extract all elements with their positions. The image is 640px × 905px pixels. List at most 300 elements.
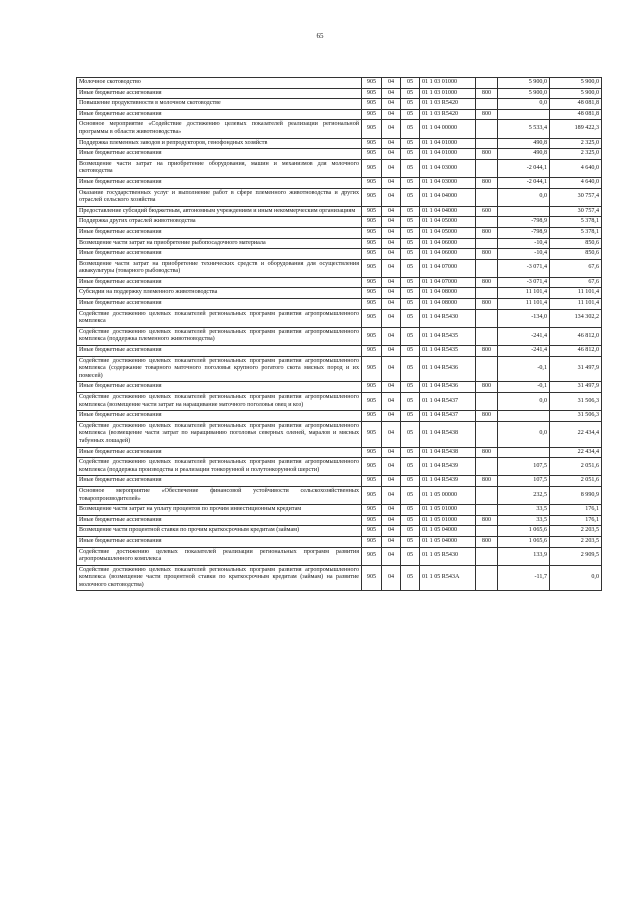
row-name-cell: Иные бюджетные ассигнования bbox=[77, 249, 362, 260]
ministry-code-cell: 905 bbox=[362, 299, 382, 310]
amount-total-cell: 4 640,0 bbox=[550, 177, 602, 188]
expense-type-cell bbox=[476, 99, 498, 110]
page-number: 65 bbox=[316, 32, 324, 40]
ministry-code-cell: 905 bbox=[362, 149, 382, 160]
target-article-cell: 01 1 04 R5435 bbox=[420, 327, 476, 345]
table-row bbox=[77, 217, 602, 228]
section-code-cell: 04 bbox=[382, 327, 401, 345]
target-article-cell: 01 1 04 04000 bbox=[420, 206, 476, 217]
target-article-cell: 01 1 05 R5430 bbox=[420, 547, 476, 565]
expense-type-cell bbox=[476, 188, 498, 206]
ministry-code-cell: 905 bbox=[362, 486, 382, 504]
target-article-cell: 01 1 05 01000 bbox=[420, 505, 476, 516]
amount-total-cell: 67,6 bbox=[550, 277, 602, 288]
ministry-code-cell: 905 bbox=[362, 88, 382, 99]
subsection-code-cell: 05 bbox=[401, 486, 420, 504]
row-name-cell: Основное мероприятие «Содействие достижению целевых показателей реализации региональной программы в области животноводства» bbox=[77, 120, 362, 138]
target-article-cell: 01 1 03 01000 bbox=[420, 88, 476, 99]
row-name-cell: Иные бюджетные ассигнования bbox=[77, 411, 362, 422]
row-name-cell: Иные бюджетные ассигнования bbox=[77, 515, 362, 526]
target-article-cell: 01 1 03 R5420 bbox=[420, 99, 476, 110]
subsection-code-cell: 05 bbox=[401, 547, 420, 565]
table-row bbox=[77, 515, 602, 526]
target-article-cell: 01 1 04 05000 bbox=[420, 217, 476, 228]
amount-change-cell: 232,5 bbox=[498, 486, 550, 504]
target-article-cell: 01 1 04 R5438 bbox=[420, 447, 476, 458]
table-row bbox=[77, 476, 602, 487]
subsection-code-cell: 05 bbox=[401, 238, 420, 249]
amount-change-cell: -0,1 bbox=[498, 382, 550, 393]
row-name-cell: Основное мероприятие «Обеспечение финансовой устойчивости сельскохозяйственных товаропроизводителей» bbox=[77, 486, 362, 504]
table-row bbox=[77, 547, 602, 565]
expense-type-cell bbox=[476, 159, 498, 177]
ministry-code-cell: 905 bbox=[362, 458, 382, 476]
amount-change-cell: -134,0 bbox=[498, 309, 550, 327]
target-article-cell: 01 1 04 01000 bbox=[420, 149, 476, 160]
amount-total-cell: 2 203,5 bbox=[550, 536, 602, 547]
section-code-cell: 04 bbox=[382, 486, 401, 504]
row-name-cell: Иные бюджетные ассигнования bbox=[77, 149, 362, 160]
amount-total-cell: 2 909,5 bbox=[550, 547, 602, 565]
amount-change-cell: -11,7 bbox=[498, 565, 550, 591]
expense-type-cell: 800 bbox=[476, 177, 498, 188]
row-name-cell: Возмещение части затрат на приобретение рыбопосадочного материала bbox=[77, 238, 362, 249]
target-article-cell: 01 1 04 R5436 bbox=[420, 382, 476, 393]
amount-change-cell bbox=[498, 411, 550, 422]
subsection-code-cell: 05 bbox=[401, 217, 420, 228]
section-code-cell: 04 bbox=[382, 120, 401, 138]
subsection-code-cell: 05 bbox=[401, 356, 420, 382]
ministry-code-cell: 905 bbox=[362, 309, 382, 327]
amount-total-cell: 8 990,9 bbox=[550, 486, 602, 504]
row-name-cell: Предоставление субсидий бюджетным, автономным учреждениям и иным некоммерческим организациям bbox=[77, 206, 362, 217]
amount-total-cell: 2 203,5 bbox=[550, 526, 602, 537]
subsection-code-cell: 05 bbox=[401, 458, 420, 476]
target-article-cell: 01 1 04 00000 bbox=[420, 120, 476, 138]
row-name-cell: Иные бюджетные ассигнования bbox=[77, 277, 362, 288]
section-code-cell: 04 bbox=[382, 476, 401, 487]
table-row bbox=[77, 109, 602, 120]
amount-change-cell: 11 101,4 bbox=[498, 288, 550, 299]
expense-type-cell bbox=[476, 356, 498, 382]
ministry-code-cell: 905 bbox=[362, 288, 382, 299]
amount-change-cell: 33,5 bbox=[498, 515, 550, 526]
amount-total-cell: 850,6 bbox=[550, 249, 602, 260]
target-article-cell: 01 1 05 04000 bbox=[420, 526, 476, 537]
subsection-code-cell: 05 bbox=[401, 536, 420, 547]
section-code-cell: 04 bbox=[382, 536, 401, 547]
ministry-code-cell: 905 bbox=[362, 505, 382, 516]
expense-type-cell: 800 bbox=[476, 447, 498, 458]
section-code-cell: 04 bbox=[382, 458, 401, 476]
section-code-cell: 04 bbox=[382, 277, 401, 288]
amount-total-cell: 22 434,4 bbox=[550, 447, 602, 458]
expense-type-cell: 800 bbox=[476, 88, 498, 99]
amount-total-cell: 5 378,1 bbox=[550, 227, 602, 238]
ministry-code-cell: 905 bbox=[362, 177, 382, 188]
amount-total-cell: 5 900,0 bbox=[550, 78, 602, 89]
expense-type-cell: 800 bbox=[476, 382, 498, 393]
amount-change-cell: -0,1 bbox=[498, 356, 550, 382]
expense-type-cell bbox=[476, 505, 498, 516]
row-name-cell: Поддержка племенных заводов и репродукторов, генофондных хозяйств bbox=[77, 138, 362, 149]
expense-type-cell bbox=[476, 327, 498, 345]
amount-change-cell: 1 065,6 bbox=[498, 536, 550, 547]
table-row bbox=[77, 411, 602, 422]
subsection-code-cell: 05 bbox=[401, 346, 420, 357]
section-code-cell: 04 bbox=[382, 356, 401, 382]
amount-change-cell: 5 900,0 bbox=[498, 78, 550, 89]
section-code-cell: 04 bbox=[382, 515, 401, 526]
expense-type-cell: 800 bbox=[476, 109, 498, 120]
expense-type-cell: 800 bbox=[476, 476, 498, 487]
target-article-cell: 01 1 04 R5437 bbox=[420, 411, 476, 422]
amount-change-cell: -10,4 bbox=[498, 238, 550, 249]
target-article-cell: 01 1 03 01000 bbox=[420, 78, 476, 89]
ministry-code-cell: 905 bbox=[362, 78, 382, 89]
amount-total-cell: 2 051,6 bbox=[550, 476, 602, 487]
ministry-code-cell: 905 bbox=[362, 515, 382, 526]
ministry-code-cell: 905 bbox=[362, 565, 382, 591]
table-row bbox=[77, 277, 602, 288]
amount-total-cell: 31 506,3 bbox=[550, 393, 602, 411]
ministry-code-cell: 905 bbox=[362, 249, 382, 260]
amount-total-cell: 11 101,4 bbox=[550, 288, 602, 299]
subsection-code-cell: 05 bbox=[401, 88, 420, 99]
amount-change-cell: 490,8 bbox=[498, 149, 550, 160]
expense-type-cell: 800 bbox=[476, 515, 498, 526]
expense-type-cell bbox=[476, 458, 498, 476]
row-name-cell: Повышение продуктивности в молочном скотоводстве bbox=[77, 99, 362, 110]
subsection-code-cell: 05 bbox=[401, 177, 420, 188]
section-code-cell: 04 bbox=[382, 217, 401, 228]
section-code-cell: 04 bbox=[382, 238, 401, 249]
expense-type-cell: 800 bbox=[476, 411, 498, 422]
target-article-cell: 01 1 04 R5439 bbox=[420, 458, 476, 476]
row-name-cell: Иные бюджетные ассигнования bbox=[77, 227, 362, 238]
section-code-cell: 04 bbox=[382, 138, 401, 149]
table-row bbox=[77, 536, 602, 547]
section-code-cell: 04 bbox=[382, 299, 401, 310]
amount-total-cell: 134 302,2 bbox=[550, 309, 602, 327]
amount-total-cell: 0,0 bbox=[550, 565, 602, 591]
amount-change-cell: 11 101,4 bbox=[498, 299, 550, 310]
ministry-code-cell: 905 bbox=[362, 99, 382, 110]
row-name-cell: Иные бюджетные ассигнования bbox=[77, 536, 362, 547]
target-article-cell: 01 1 04 07000 bbox=[420, 259, 476, 277]
expense-type-cell: 800 bbox=[476, 536, 498, 547]
expense-type-cell: 600 bbox=[476, 206, 498, 217]
row-name-cell: Иные бюджетные ассигнования bbox=[77, 88, 362, 99]
amount-total-cell: 46 812,0 bbox=[550, 346, 602, 357]
subsection-code-cell: 05 bbox=[401, 288, 420, 299]
ministry-code-cell: 905 bbox=[362, 476, 382, 487]
expense-type-cell bbox=[476, 421, 498, 447]
row-name-cell: Содействие достижению целевых показателей региональных программ развития агропромышленного комплекса (возмещение части процентной ставки по краткосрочным кредитам (займам) на развитие молочного скотоводства) bbox=[77, 565, 362, 591]
section-code-cell: 04 bbox=[382, 346, 401, 357]
section-code-cell: 04 bbox=[382, 227, 401, 238]
section-code-cell: 04 bbox=[382, 206, 401, 217]
amount-change-cell bbox=[498, 109, 550, 120]
table-row bbox=[77, 288, 602, 299]
amount-change-cell: 0,0 bbox=[498, 393, 550, 411]
target-article-cell: 01 1 04 R5438 bbox=[420, 421, 476, 447]
amount-change-cell: 107,5 bbox=[498, 476, 550, 487]
subsection-code-cell: 05 bbox=[401, 277, 420, 288]
section-code-cell: 04 bbox=[382, 309, 401, 327]
expense-type-cell bbox=[476, 309, 498, 327]
subsection-code-cell: 05 bbox=[401, 447, 420, 458]
section-code-cell: 04 bbox=[382, 259, 401, 277]
amount-total-cell: 176,1 bbox=[550, 515, 602, 526]
table-row bbox=[77, 421, 602, 447]
section-code-cell: 04 bbox=[382, 288, 401, 299]
amount-change-cell: 1 065,6 bbox=[498, 526, 550, 537]
table-row bbox=[77, 120, 602, 138]
subsection-code-cell: 05 bbox=[401, 421, 420, 447]
target-article-cell: 01 1 04 R5437 bbox=[420, 393, 476, 411]
expense-type-cell bbox=[476, 486, 498, 504]
target-article-cell: 01 1 04 R5439 bbox=[420, 476, 476, 487]
row-name-cell: Иные бюджетные ассигнования bbox=[77, 346, 362, 357]
subsection-code-cell: 05 bbox=[401, 227, 420, 238]
amount-change-cell bbox=[498, 206, 550, 217]
amount-total-cell: 31 497,9 bbox=[550, 382, 602, 393]
amount-total-cell: 48 081,8 bbox=[550, 99, 602, 110]
row-name-cell: Содействие достижению целевых показателей региональных программ развития агропромышленного комплекса (возмещение части затрат на наращивание маточного поголовья овец и коз) bbox=[77, 393, 362, 411]
row-name-cell: Иные бюджетные ассигнования bbox=[77, 109, 362, 120]
target-article-cell: 01 1 04 R5435 bbox=[420, 346, 476, 357]
target-article-cell: 01 1 04 07000 bbox=[420, 277, 476, 288]
row-name-cell: Содействие достижению целевых показателей региональных программ развития агропромышленного комплекса bbox=[77, 309, 362, 327]
amount-change-cell: -3 071,4 bbox=[498, 259, 550, 277]
target-article-cell: 01 1 05 04000 bbox=[420, 536, 476, 547]
target-article-cell: 01 1 04 05000 bbox=[420, 227, 476, 238]
amount-total-cell: 22 434,4 bbox=[550, 421, 602, 447]
ministry-code-cell: 905 bbox=[362, 188, 382, 206]
expense-type-cell bbox=[476, 238, 498, 249]
table-row bbox=[77, 138, 602, 149]
table-row bbox=[77, 346, 602, 357]
subsection-code-cell: 05 bbox=[401, 138, 420, 149]
expense-type-cell: 800 bbox=[476, 149, 498, 160]
section-code-cell: 04 bbox=[382, 99, 401, 110]
amount-change-cell: 5 900,0 bbox=[498, 88, 550, 99]
expense-type-cell: 800 bbox=[476, 227, 498, 238]
table-row bbox=[77, 505, 602, 516]
row-name-cell: Поддержка других отраслей животноводства bbox=[77, 217, 362, 228]
ministry-code-cell: 905 bbox=[362, 421, 382, 447]
amount-total-cell: 31 497,9 bbox=[550, 356, 602, 382]
table-row bbox=[77, 356, 602, 382]
subsection-code-cell: 05 bbox=[401, 393, 420, 411]
amount-total-cell: 31 506,3 bbox=[550, 411, 602, 422]
row-name-cell: Иные бюджетные ассигнования bbox=[77, 299, 362, 310]
target-article-cell: 01 1 04 03000 bbox=[420, 159, 476, 177]
amount-total-cell: 48 081,8 bbox=[550, 109, 602, 120]
subsection-code-cell: 05 bbox=[401, 411, 420, 422]
target-article-cell: 01 1 05 00000 bbox=[420, 486, 476, 504]
amount-change-cell: 133,9 bbox=[498, 547, 550, 565]
section-code-cell: 04 bbox=[382, 447, 401, 458]
row-name-cell: Содействие достижению целевых показателей региональных программ развития агропромышленного комплекса (возмещение части затрат по наращиванию поголовья северных оленей, маралов и мясных табунных лошадей) bbox=[77, 421, 362, 447]
amount-change-cell: -798,9 bbox=[498, 217, 550, 228]
ministry-code-cell: 905 bbox=[362, 238, 382, 249]
ministry-code-cell: 905 bbox=[362, 138, 382, 149]
row-name-cell: Иные бюджетные ассигнования bbox=[77, 177, 362, 188]
amount-change-cell: 33,5 bbox=[498, 505, 550, 516]
section-code-cell: 04 bbox=[382, 411, 401, 422]
amount-total-cell: 176,1 bbox=[550, 505, 602, 516]
amount-change-cell: 490,8 bbox=[498, 138, 550, 149]
subsection-code-cell: 05 bbox=[401, 249, 420, 260]
amount-change-cell bbox=[498, 447, 550, 458]
section-code-cell: 04 bbox=[382, 393, 401, 411]
expense-type-cell bbox=[476, 288, 498, 299]
amount-total-cell: 850,6 bbox=[550, 238, 602, 249]
table-row bbox=[77, 227, 602, 238]
table-row bbox=[77, 299, 602, 310]
amount-change-cell: 0,0 bbox=[498, 188, 550, 206]
amount-total-cell: 2 325,0 bbox=[550, 138, 602, 149]
amount-change-cell: -241,4 bbox=[498, 346, 550, 357]
ministry-code-cell: 905 bbox=[362, 159, 382, 177]
table-row bbox=[77, 259, 602, 277]
amount-change-cell: -798,9 bbox=[498, 227, 550, 238]
subsection-code-cell: 05 bbox=[401, 476, 420, 487]
section-code-cell: 04 bbox=[382, 526, 401, 537]
table-body bbox=[77, 78, 602, 591]
subsection-code-cell: 05 bbox=[401, 109, 420, 120]
target-article-cell: 01 1 04 08000 bbox=[420, 299, 476, 310]
expense-type-cell bbox=[476, 138, 498, 149]
table-row bbox=[77, 206, 602, 217]
amount-change-cell: 0,0 bbox=[498, 99, 550, 110]
table-row bbox=[77, 177, 602, 188]
row-name-cell: Иные бюджетные ассигнования bbox=[77, 476, 362, 487]
expense-type-cell bbox=[476, 217, 498, 228]
amount-total-cell: 46 812,0 bbox=[550, 327, 602, 345]
expense-type-cell: 800 bbox=[476, 249, 498, 260]
section-code-cell: 04 bbox=[382, 88, 401, 99]
row-name-cell: Возмещение части затрат на приобретение оборудования, машин и механизмов для молочного скотоводства bbox=[77, 159, 362, 177]
ministry-code-cell: 905 bbox=[362, 411, 382, 422]
ministry-code-cell: 905 bbox=[362, 109, 382, 120]
section-code-cell: 04 bbox=[382, 249, 401, 260]
section-code-cell: 04 bbox=[382, 109, 401, 120]
ministry-code-cell: 905 bbox=[362, 382, 382, 393]
target-article-cell: 01 1 05 R543А bbox=[420, 565, 476, 591]
table-row bbox=[77, 447, 602, 458]
amount-total-cell: 2 325,0 bbox=[550, 149, 602, 160]
target-article-cell: 01 1 03 R5420 bbox=[420, 109, 476, 120]
ministry-code-cell: 905 bbox=[362, 447, 382, 458]
expense-type-cell bbox=[476, 78, 498, 89]
section-code-cell: 04 bbox=[382, 565, 401, 591]
amount-change-cell: 0,0 bbox=[498, 421, 550, 447]
amount-total-cell: 2 051,6 bbox=[550, 458, 602, 476]
row-name-cell: Возмещение части процентной ставки по прочим краткосрочным кредитам (займам) bbox=[77, 526, 362, 537]
ministry-code-cell: 905 bbox=[362, 526, 382, 537]
table-row bbox=[77, 88, 602, 99]
ministry-code-cell: 905 bbox=[362, 536, 382, 547]
row-name-cell: Оказание государственных услуг и выполнение работ в сфере племенного животноводства и других отраслей сельского хозяйства bbox=[77, 188, 362, 206]
table-row bbox=[77, 327, 602, 345]
ministry-code-cell: 905 bbox=[362, 206, 382, 217]
amount-change-cell: 5 533,4 bbox=[498, 120, 550, 138]
amount-total-cell: 30 757,4 bbox=[550, 188, 602, 206]
row-name-cell: Возмещение части затрат на уплату процентов по прочим инвестиционным кредитам bbox=[77, 505, 362, 516]
budget-table bbox=[76, 77, 602, 591]
amount-total-cell: 11 101,4 bbox=[550, 299, 602, 310]
expense-type-cell bbox=[476, 259, 498, 277]
target-article-cell: 01 1 04 08000 bbox=[420, 288, 476, 299]
row-name-cell: Иные бюджетные ассигнования bbox=[77, 382, 362, 393]
amount-total-cell: 67,6 bbox=[550, 259, 602, 277]
expense-type-cell bbox=[476, 120, 498, 138]
section-code-cell: 04 bbox=[382, 421, 401, 447]
expense-type-cell: 800 bbox=[476, 277, 498, 288]
row-name-cell: Возмещение части затрат на приобретение технических средств и оборудования для осуществления аквакультуры (товарного рыбоводства) bbox=[77, 259, 362, 277]
table-row bbox=[77, 382, 602, 393]
subsection-code-cell: 05 bbox=[401, 309, 420, 327]
subsection-code-cell: 05 bbox=[401, 78, 420, 89]
amount-total-cell: 189 422,3 bbox=[550, 120, 602, 138]
subsection-code-cell: 05 bbox=[401, 565, 420, 591]
table-row bbox=[77, 99, 602, 110]
ministry-code-cell: 905 bbox=[362, 393, 382, 411]
row-name-cell: Содействие достижению целевых показателей реализации региональных программ развития агропромышленного комплекса bbox=[77, 547, 362, 565]
subsection-code-cell: 05 bbox=[401, 327, 420, 345]
subsection-code-cell: 05 bbox=[401, 159, 420, 177]
target-article-cell: 01 1 04 R5436 bbox=[420, 356, 476, 382]
subsection-code-cell: 05 bbox=[401, 99, 420, 110]
row-name-cell: Содействие достижению целевых показателей региональных программ развития агропромышленного комплекса (содержание товарного маточного поголовья крупного рогатого скота мясных пород и их помесей) bbox=[77, 356, 362, 382]
amount-change-cell: -3 071,4 bbox=[498, 277, 550, 288]
section-code-cell: 04 bbox=[382, 188, 401, 206]
ministry-code-cell: 905 bbox=[362, 547, 382, 565]
subsection-code-cell: 05 bbox=[401, 515, 420, 526]
subsection-code-cell: 05 bbox=[401, 526, 420, 537]
expense-type-cell bbox=[476, 393, 498, 411]
expense-type-cell bbox=[476, 526, 498, 537]
amount-total-cell: 5 900,0 bbox=[550, 88, 602, 99]
row-name-cell: Содействие достижению целевых показателей региональных программ развития агропромышленного комплекса (поддержка производства и реализации тонкорунной и полутонкорунной шерсти) bbox=[77, 458, 362, 476]
table-row bbox=[77, 249, 602, 260]
subsection-code-cell: 05 bbox=[401, 382, 420, 393]
section-code-cell: 04 bbox=[382, 177, 401, 188]
section-code-cell: 04 bbox=[382, 505, 401, 516]
subsection-code-cell: 05 bbox=[401, 149, 420, 160]
ministry-code-cell: 905 bbox=[362, 327, 382, 345]
section-code-cell: 04 bbox=[382, 78, 401, 89]
subsection-code-cell: 05 bbox=[401, 299, 420, 310]
amount-change-cell: -241,4 bbox=[498, 327, 550, 345]
expense-type-cell bbox=[476, 547, 498, 565]
subsection-code-cell: 05 bbox=[401, 120, 420, 138]
target-article-cell: 01 1 04 03000 bbox=[420, 177, 476, 188]
amount-total-cell: 30 757,4 bbox=[550, 206, 602, 217]
ministry-code-cell: 905 bbox=[362, 217, 382, 228]
table-row bbox=[77, 309, 602, 327]
row-name-cell: Молочное скотоводство bbox=[77, 78, 362, 89]
ministry-code-cell: 905 bbox=[362, 120, 382, 138]
section-code-cell: 04 bbox=[382, 149, 401, 160]
row-name-cell: Субсидии на поддержку племенного животноводства bbox=[77, 288, 362, 299]
table-row bbox=[77, 458, 602, 476]
row-name-cell: Содействие достижению целевых показателей региональных программ развития агропромышленного комплекса (поддержка племенного животноводства) bbox=[77, 327, 362, 345]
table-row bbox=[77, 149, 602, 160]
